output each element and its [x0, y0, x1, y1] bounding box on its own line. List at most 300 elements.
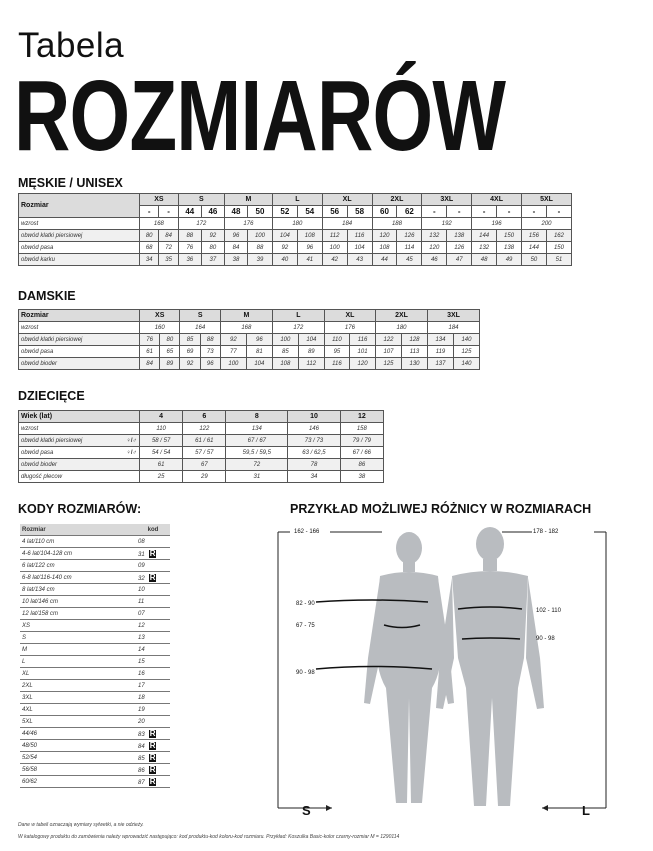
value-cell: 96 — [246, 334, 272, 346]
value-cell: 67 — [183, 459, 226, 471]
code-value: 10 — [136, 584, 170, 596]
value-cell: 47 — [447, 254, 472, 266]
value-cell: 184 — [427, 322, 479, 334]
size-header: 2XL — [376, 310, 428, 322]
value-cell: 184 — [322, 218, 372, 230]
code-value: 87 R — [136, 776, 170, 788]
code-value: 09 — [136, 560, 170, 572]
value-cell: 100 — [272, 334, 298, 346]
code-size: 12 lat/158 cm — [20, 608, 136, 620]
code-value: 14 — [136, 644, 170, 656]
table-header-row — [19, 310, 480, 322]
value-cell: 108 — [272, 358, 298, 370]
value-cell: 144 — [521, 242, 546, 254]
value-cell: 72 — [226, 459, 288, 471]
size-header: L — [272, 310, 324, 322]
left-waist-label: 67 - 75 — [296, 623, 315, 629]
value-cell: 138 — [447, 230, 472, 242]
example-section-title: PRZYKŁAD MOŻLIWEJ RÓŻNICY W ROZMIARACH — [290, 502, 592, 516]
code-row — [20, 668, 170, 680]
footnote-2: W katalogowy produktu do zamówienia należy wprowadzić następująco: kod produktu-kod koloru-kod rozmiaru. Przykład: Koszulka Basic-kolor czarny-rozmiar M = 1290114 — [18, 834, 400, 840]
size-header: M — [220, 310, 272, 322]
code-size: XS — [20, 620, 136, 632]
value-cell: 104 — [298, 334, 324, 346]
value-cell: 100 — [248, 230, 273, 242]
subsize-cell: 50 — [248, 206, 273, 218]
subsize-cell: - — [497, 206, 522, 218]
code-value: 13 — [136, 632, 170, 644]
value-cell: 122 — [376, 334, 402, 346]
value-cell: 146 — [288, 423, 341, 435]
size-header: S — [180, 310, 220, 322]
brand-logo-icon: R — [149, 764, 156, 774]
value-cell: 54 / 54 — [140, 447, 183, 459]
value-cell: 85 — [272, 346, 298, 358]
table-row — [19, 423, 384, 435]
value-cell: 160 — [140, 322, 180, 334]
gender-icon: ♀/♂ — [126, 437, 137, 444]
value-cell: 176 — [324, 322, 375, 334]
value-cell: 96 — [297, 242, 322, 254]
code-size: 56/58 — [20, 764, 136, 776]
value-cell: 88 — [178, 230, 201, 242]
value-cell: 72 — [159, 242, 178, 254]
value-cell: 61 / 61 — [183, 435, 226, 447]
size-header: 4XL — [472, 194, 522, 206]
value-cell: 76 — [140, 334, 160, 346]
value-cell: 192 — [422, 218, 472, 230]
value-cell: 61 — [140, 346, 160, 358]
table-row — [19, 230, 572, 242]
value-cell: 120 — [422, 242, 447, 254]
code-value: 17 — [136, 680, 170, 692]
value-cell: 36 — [178, 254, 201, 266]
size-header: XS — [140, 310, 180, 322]
value-cell: 48 — [472, 254, 497, 266]
code-size: S — [20, 632, 136, 644]
subsize-cell: 62 — [397, 206, 422, 218]
value-cell: 125 — [453, 346, 479, 358]
row-label: obwód pasa ♀/♂ — [19, 447, 140, 459]
body-figures-illustration — [272, 518, 612, 830]
value-cell: 162 — [546, 230, 571, 242]
value-cell: 116 — [347, 230, 372, 242]
code-row — [20, 776, 170, 788]
male-figure — [436, 527, 544, 806]
code-row — [20, 704, 170, 716]
code-value: 16 — [136, 668, 170, 680]
value-cell: 172 — [272, 322, 324, 334]
size-codes-table — [20, 524, 170, 788]
code-row — [20, 560, 170, 572]
code-size: 4-6 lat/104-128 cm — [20, 548, 136, 560]
value-cell: 132 — [422, 230, 447, 242]
womens-section-title: DAMSKIE — [18, 289, 76, 303]
value-cell: 84 — [224, 242, 247, 254]
value-cell: 35 — [159, 254, 178, 266]
value-cell: 100 — [220, 358, 246, 370]
code-value: 84 R — [136, 740, 170, 752]
size-header: M — [224, 194, 272, 206]
value-cell: 88 — [200, 334, 220, 346]
code-row — [20, 728, 170, 740]
value-cell: 81 — [246, 346, 272, 358]
value-cell: 116 — [324, 358, 349, 370]
codes-col-code: kod — [136, 524, 170, 536]
value-cell: 69 — [180, 346, 200, 358]
value-cell: 40 — [272, 254, 297, 266]
value-cell: 101 — [350, 346, 376, 358]
left-chest-label: 82 - 90 — [296, 601, 315, 607]
value-cell: 34 — [288, 471, 341, 483]
value-cell: 126 — [397, 230, 422, 242]
value-cell: 58 / 57 — [140, 435, 183, 447]
code-value: 18 — [136, 692, 170, 704]
code-value: 20 — [136, 716, 170, 728]
code-size: 4 lat/110 cm — [20, 536, 136, 548]
value-cell: 39 — [248, 254, 273, 266]
value-cell: 46 — [422, 254, 447, 266]
value-cell: 119 — [427, 346, 453, 358]
value-cell: 138 — [497, 242, 522, 254]
value-cell: 150 — [497, 230, 522, 242]
value-cell: 51 — [546, 254, 571, 266]
value-cell: 116 — [350, 334, 376, 346]
code-size: XL — [20, 668, 136, 680]
table-row — [19, 242, 572, 254]
right-height-label: 178 - 182 — [533, 529, 559, 535]
value-cell: 132 — [472, 242, 497, 254]
code-value: 11 — [136, 596, 170, 608]
value-cell: 92 — [220, 334, 246, 346]
size-header: 3XL — [427, 310, 479, 322]
value-cell: 34 — [140, 254, 159, 266]
value-cell: 200 — [521, 218, 571, 230]
value-cell: 108 — [297, 230, 322, 242]
code-row — [20, 764, 170, 776]
code-size: 6 lat/122 cm — [20, 560, 136, 572]
value-cell: 41 — [297, 254, 322, 266]
value-cell: 95 — [324, 346, 349, 358]
value-cell: 172 — [178, 218, 224, 230]
value-cell: 31 — [226, 471, 288, 483]
value-cell: 107 — [376, 346, 402, 358]
code-value: 12 — [136, 620, 170, 632]
row-label: obwód pasa — [19, 242, 140, 254]
subsize-cell: 60 — [372, 206, 397, 218]
row-label: długość plecow — [19, 471, 140, 483]
value-cell: 37 — [201, 254, 224, 266]
code-size: 8 lat/134 cm — [20, 584, 136, 596]
right-waist-label: 90 - 98 — [536, 636, 555, 642]
right-size-label: L — [582, 803, 590, 818]
value-cell: 134 — [226, 423, 288, 435]
table-row — [19, 435, 384, 447]
row-label: obwód klatki piersiowej ♀/♂ — [19, 435, 140, 447]
subsize-cell: 48 — [224, 206, 247, 218]
value-cell: 108 — [372, 242, 397, 254]
value-cell: 38 — [224, 254, 247, 266]
value-cell: 196 — [472, 218, 522, 230]
gender-icon: ♀/♂ — [126, 449, 137, 456]
row-label: Rozmiar — [19, 310, 140, 322]
value-cell: 73 / 73 — [288, 435, 341, 447]
table-row — [19, 471, 384, 483]
table-row — [19, 459, 384, 471]
code-row — [20, 740, 170, 752]
code-row — [20, 692, 170, 704]
subsize-cell: - — [546, 206, 571, 218]
code-row — [20, 572, 170, 584]
brand-logo-icon: R — [149, 776, 156, 786]
code-size: 44/46 — [20, 728, 136, 740]
subsize-cell: 46 — [201, 206, 224, 218]
subsize-cell: - — [140, 206, 159, 218]
table-row — [19, 254, 572, 266]
value-cell: 88 — [248, 242, 273, 254]
footnote-1: Dane w tabeli oznaczają wymiary sylwetki, a nie odzieży. — [18, 822, 144, 828]
value-cell: 104 — [347, 242, 372, 254]
value-cell: 92 — [272, 242, 297, 254]
value-cell: 65 — [160, 346, 180, 358]
row-label: obwód pasa — [19, 346, 140, 358]
value-cell: 134 — [427, 334, 453, 346]
size-header: 8 — [226, 411, 288, 423]
value-cell: 112 — [322, 230, 347, 242]
value-cell: 68 — [140, 242, 159, 254]
value-cell: 168 — [220, 322, 272, 334]
value-cell: 100 — [322, 242, 347, 254]
value-cell: 114 — [397, 242, 422, 254]
value-cell: 130 — [402, 358, 428, 370]
row-label: obwód karku — [19, 254, 140, 266]
code-row — [20, 620, 170, 632]
value-cell: 104 — [272, 230, 297, 242]
code-value: 86 R — [136, 764, 170, 776]
code-row — [20, 536, 170, 548]
value-cell: 73 — [200, 346, 220, 358]
table-header-row — [19, 194, 572, 206]
value-cell: 84 — [159, 230, 178, 242]
value-cell: 156 — [521, 230, 546, 242]
brand-logo-icon: R — [149, 548, 156, 558]
code-row — [20, 596, 170, 608]
value-cell: 113 — [402, 346, 428, 358]
title-big: ROZMIARÓW — [14, 60, 506, 172]
value-cell: 49 — [497, 254, 522, 266]
womens-size-table — [18, 309, 480, 370]
code-size: 6-8 lat/116-140 cm — [20, 572, 136, 584]
subsize-cell: - — [472, 206, 497, 218]
value-cell: 80 — [201, 242, 224, 254]
code-row — [20, 656, 170, 668]
brand-logo-icon: R — [149, 728, 156, 738]
row-label: Rozmiar — [19, 194, 140, 218]
value-cell: 77 — [220, 346, 246, 358]
row-label: obwód klatki piersiowej — [19, 334, 140, 346]
subsize-cell: - — [422, 206, 447, 218]
value-cell: 122 — [183, 423, 226, 435]
value-cell: 45 — [397, 254, 422, 266]
code-size: 5XL — [20, 716, 136, 728]
size-header: 4 — [140, 411, 183, 423]
value-cell: 128 — [402, 334, 428, 346]
value-cell: 89 — [298, 346, 324, 358]
row-label: obwód bioder — [19, 358, 140, 370]
value-cell: 126 — [447, 242, 472, 254]
subsize-cell: 44 — [178, 206, 201, 218]
mens-section-title: MĘSKIE / UNISEX — [18, 176, 123, 190]
row-label: obwód bioder — [19, 459, 140, 471]
size-header: 5XL — [521, 194, 571, 206]
value-cell: 78 — [288, 459, 341, 471]
code-value: 07 — [136, 608, 170, 620]
left-hips-label: 90 - 98 — [296, 670, 315, 676]
kids-size-table — [18, 410, 384, 483]
code-value: 31 R — [136, 548, 170, 560]
brand-logo-icon: R — [149, 740, 156, 750]
size-header: 12 — [340, 411, 383, 423]
value-cell: 61 — [140, 459, 183, 471]
value-cell: 29 — [183, 471, 226, 483]
size-header: XL — [322, 194, 372, 206]
size-header: S — [178, 194, 224, 206]
size-header: 3XL — [422, 194, 472, 206]
code-size: 48/50 — [20, 740, 136, 752]
codes-col-size: Rozmiar — [20, 524, 136, 536]
code-row — [20, 680, 170, 692]
value-cell: 110 — [140, 423, 183, 435]
value-cell: 150 — [546, 242, 571, 254]
code-row — [20, 632, 170, 644]
subsize-cell: 58 — [347, 206, 372, 218]
value-cell: 67 / 66 — [340, 447, 383, 459]
subsize-cell: - — [447, 206, 472, 218]
value-cell: 59,5 / 59,5 — [226, 447, 288, 459]
code-row — [20, 548, 170, 560]
value-cell: 140 — [453, 358, 479, 370]
table-row — [19, 334, 480, 346]
value-cell: 63 / 62,5 — [288, 447, 341, 459]
value-cell: 44 — [372, 254, 397, 266]
value-cell: 110 — [324, 334, 349, 346]
value-cell: 80 — [160, 334, 180, 346]
code-value: 15 — [136, 656, 170, 668]
value-cell: 50 — [521, 254, 546, 266]
code-size: 10 lat/146 cm — [20, 596, 136, 608]
value-cell: 80 — [140, 230, 159, 242]
value-cell: 43 — [347, 254, 372, 266]
value-cell: 188 — [372, 218, 422, 230]
code-size: 52/54 — [20, 752, 136, 764]
subsize-cell: - — [521, 206, 546, 218]
value-cell: 158 — [340, 423, 383, 435]
code-value: 08 — [136, 536, 170, 548]
size-header: 10 — [288, 411, 341, 423]
brand-logo-icon: R — [149, 572, 156, 582]
table-row — [19, 322, 480, 334]
code-row — [20, 584, 170, 596]
value-cell: 168 — [140, 218, 179, 230]
value-cell: 42 — [322, 254, 347, 266]
value-cell: 89 — [160, 358, 180, 370]
value-cell: 144 — [472, 230, 497, 242]
value-cell: 92 — [180, 358, 200, 370]
size-header: 2XL — [372, 194, 422, 206]
value-cell: 92 — [201, 230, 224, 242]
subsize-cell: 54 — [297, 206, 322, 218]
value-cell: 125 — [376, 358, 402, 370]
size-header: 6 — [183, 411, 226, 423]
code-size: 4XL — [20, 704, 136, 716]
value-cell: 96 — [224, 230, 247, 242]
value-cell: 140 — [453, 334, 479, 346]
table-header-row — [19, 411, 384, 423]
value-cell: 104 — [246, 358, 272, 370]
code-size: 60/62 — [20, 776, 136, 788]
row-label: wzrost — [19, 218, 140, 230]
table-row — [19, 218, 572, 230]
row-label: wzrost — [19, 322, 140, 334]
code-size: M — [20, 644, 136, 656]
codes-header-row — [20, 524, 170, 536]
subsize-cell: 56 — [322, 206, 347, 218]
code-size: 3XL — [20, 692, 136, 704]
code-size: 2XL — [20, 680, 136, 692]
title-small: Tabela — [18, 26, 125, 65]
subsize-cell: - — [159, 206, 178, 218]
value-cell: 79 / 79 — [340, 435, 383, 447]
brand-logo-icon: R — [149, 752, 156, 762]
value-cell: 96 — [200, 358, 220, 370]
code-row — [20, 752, 170, 764]
value-cell: 84 — [140, 358, 160, 370]
value-cell: 86 — [340, 459, 383, 471]
value-cell: 25 — [140, 471, 183, 483]
value-cell: 38 — [340, 471, 383, 483]
code-value: 19 — [136, 704, 170, 716]
value-cell: 180 — [376, 322, 428, 334]
code-size: L — [20, 656, 136, 668]
code-row — [20, 644, 170, 656]
subsize-cell: 52 — [272, 206, 297, 218]
size-header: L — [272, 194, 322, 206]
size-header: XL — [324, 310, 375, 322]
code-value: 83 R — [136, 728, 170, 740]
value-cell: 164 — [180, 322, 220, 334]
right-chest-label: 102 - 110 — [536, 608, 561, 614]
value-cell: 137 — [427, 358, 453, 370]
value-cell: 85 — [180, 334, 200, 346]
code-row — [20, 716, 170, 728]
codes-section-title: KODY ROZMIARÓW: — [18, 502, 142, 516]
value-cell: 120 — [350, 358, 376, 370]
row-label: Wiek (lat) — [19, 411, 140, 423]
code-value: 85 R — [136, 752, 170, 764]
value-cell: 176 — [224, 218, 272, 230]
size-header: XS — [140, 194, 179, 206]
table-row — [19, 447, 384, 459]
value-cell: 76 — [178, 242, 201, 254]
left-height-label: 162 - 166 — [294, 529, 320, 535]
mens-size-table — [18, 193, 572, 266]
row-label: wzrost — [19, 423, 140, 435]
value-cell: 120 — [372, 230, 397, 242]
code-value: 32 R — [136, 572, 170, 584]
value-cell: 112 — [298, 358, 324, 370]
code-row — [20, 608, 170, 620]
left-size-label: S — [302, 803, 311, 818]
